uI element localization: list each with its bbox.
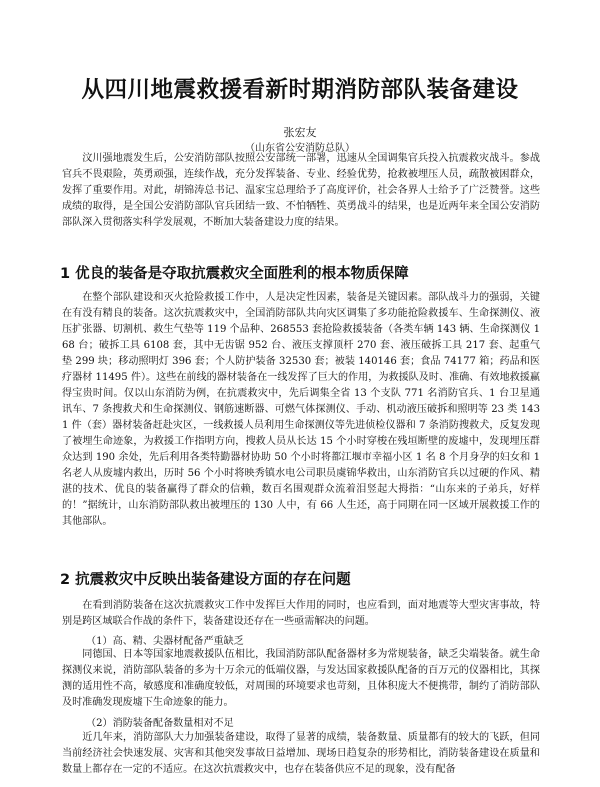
abstract-paragraph: 汶川强地震发生后，公安消防部队按照公安部统一部署，迅速从全国调集官兵投入抗震救灾战斗。参战官兵不畏艰险，英勇顽强，连续作战，充分发挥装备、专业、经验优势，抢救被埋压人员，疏散被困群众，发挥了重要作用。对此，胡锦涛总书记、温家宝总理给予了高度评价，社会各界人士给予了广泛赞誉。这些成绩的取得，是全国公安消防部队官兵团结一致、不怕牺牲、英勇战斗的结果，也是近两年来全国公安消防部队深入贯彻落实科学发展观，不断加大装备建设力度的结果。: [62, 153, 540, 228]
paper-title: 从四川地震救援看新时期消防部队装备建设: [81, 77, 519, 103]
author-name: 张宏友: [283, 126, 317, 139]
subsection-2-heading: （2）消防装备配备数量相对不足: [86, 718, 234, 729]
author-affiliation: （山东省公安消防总队）: [245, 143, 355, 154]
section-2-heading: 2 抗震救灾中反映出装备建设方面的存在问题: [60, 572, 351, 588]
section-2-body: 在看到消防装备在这次抗震救灾工作中发挥巨大作用的同时，也应看到，面对地震等大型灾害事故，特别是跨区域联合作战的条件下，装备建设还存在一些亟需解决的问题。: [62, 600, 540, 627]
section-1-body: 在整个部队建设和灭火抢险救援工作中，人是决定性因素，装备是关键因素。部队战斗力的强弱，关键在有没有精良的装备。这次抗震救灾中，全国消防部队共向灾区调集了多功能抢险救援车、生命探测仪、液压扩张器、切割机、救生气垫等 119 个品种、268553 套抢险救援装备（各类车辆 143 辆、生命探测仪 168 台；破拆工具 6108 套，其中无齿锯 952 台、液压支撑顶杆 270 套、液压破拆工具 217 套、起重气垫 299 块；移动照明灯 396 套；个人防护装备 32530 套；被装 140146 套；食品 74177 箱；药品和医疗器材 11495 件）。这些在前线的器材装备在一线发挥了巨大的作用，为救援队及时、准确、有效地救援赢得宝贵时间。仅以山东消防为例，在抗震救灾中，先后调集全省 13 个支队 771 名消防官兵、1 台卫星通讯车、7 条搜救犬和生命探测仪、钢筋速断器、可燃气体探测仪、手动、机动液压破拆和照明等 23 类 1431 件（套）器材装备赶赴灾区，一线救援人员利用生命探测仪等先进侦检仪器和 7 条消防搜救犬，反复发现了被埋生命迹象，为救援工作指明方向，搜救人员从长达 15 个小时穿梭在残垣断壁的废墟中，发现埋压群众达到 190 余处，先后利用各类特勤器材协助 50 个小时将都江堰市幸福小区 1 名 8 个月身孕的妇女和 1 名老人从废墟内救出，历时 56 个小时将映秀镇水电公司职员虞锦华救出，山东消防官兵以过硬的作风、精湛的技术、优良的装备赢得了群众的信赖，数百名围观群众流着泪竖起大拇指：“山东来的子弟兵，好样的！”据统计，山东消防部队救出被埋压的 130 人中，有 66 人生还，高于同期在同一区域开展救援工作的其他部队。: [62, 292, 540, 527]
subsection-1-body: 同德国、日本等国家地震救援队伍相比，我国消防部队配备器材多为常规装备，缺乏尖端装备。就生命探测仪来说，消防部队装备的多为十万余元的低端仪器，与发达国家救援队配备的百万元的仪器相比，其探测的适用性不高，敏感度和准确度较低，对周围的环境要求也苛刻，且体积庞大不便携带，制约了消防部队及时准确发现废墟下生命迹象的能力。: [62, 649, 540, 708]
section-1-heading: 1 优良的装备是夺取抗震救灾全面胜利的根本物质保障: [60, 266, 409, 282]
subsection-2-body: 近几年来，消防部队大力加强装备建设，取得了显著的成绩，装备数量、质量都有的较大的飞跃，但同当前经济社会快速发展、灾害和其他突发事故日益增加、现场日趋复杂的形势相比，消防装备建设在质量和数量上都存在一定的不适应。在这次抗震救灾中，也存在装备供应不足的现象，没有配备: [62, 732, 540, 775]
subsection-1-heading: （1）高、精、尖器材配备严重缺乏: [86, 636, 244, 647]
